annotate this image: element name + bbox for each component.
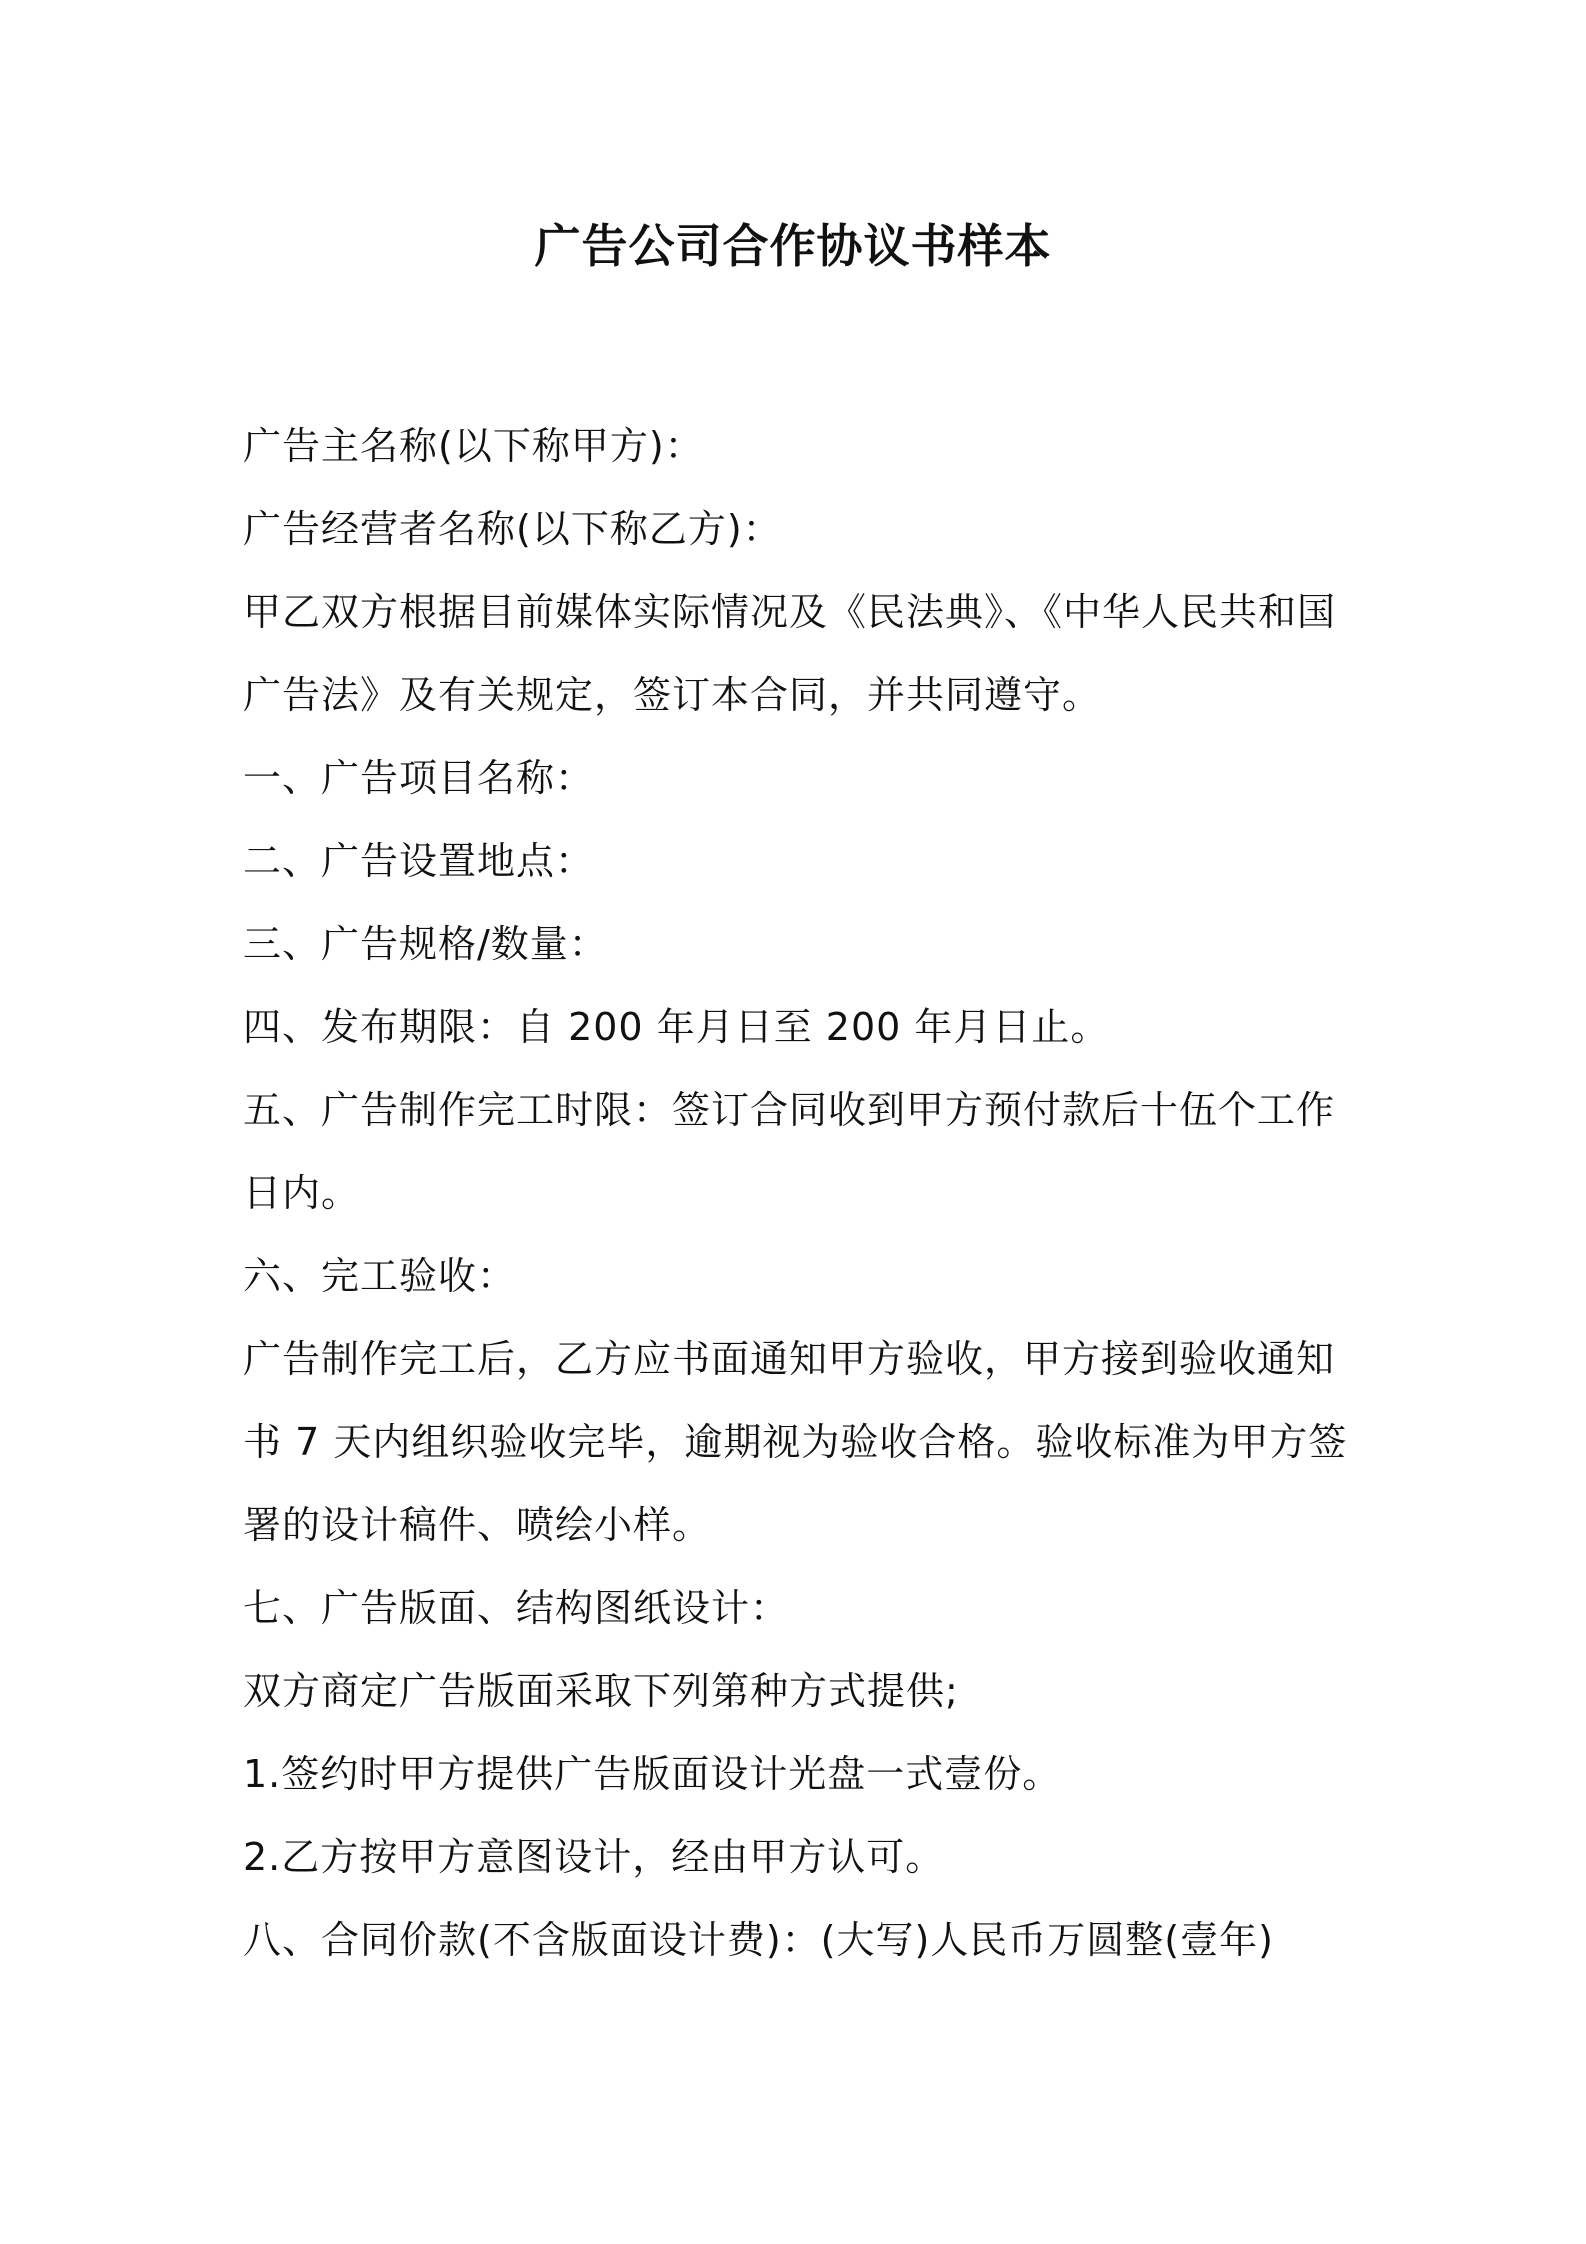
clause-8-price: 八、合同价款(不含版面设计费)：(大写)人民币万圆整(壹年) xyxy=(243,1918,1274,1962)
preamble-line-1: 甲乙双方根据目前媒体实际情况及《民法典》、《中华人民共和国 xyxy=(243,590,1337,634)
clause-1-project-name: 一、广告项目名称： xyxy=(243,756,595,800)
clause-6-text-line-1: 广告制作完工后，乙方应书面通知甲方验收，甲方接到验收通知 xyxy=(243,1337,1336,1381)
clause-2-location: 二、广告设置地点： xyxy=(243,839,595,883)
clause-7-design: 七、广告版面、结构图纸设计： xyxy=(243,1586,790,1630)
preamble-line-2: 广告法》及有关规定，签订本合同，并共同遵守。 xyxy=(243,673,1102,717)
clause-3-spec: 三、广告规格/数量： xyxy=(243,922,608,966)
document-title: 广告公司合作协议书样本 xyxy=(534,219,1052,273)
clause-5-deadline-line-1: 五、广告制作完工时限：签订合同收到甲方预付款后十伍个工作 xyxy=(243,1088,1336,1132)
clause-5-deadline-line-2: 日内。 xyxy=(243,1171,361,1215)
clause-7-option-2: 2.乙方按甲方意图设计，经由甲方认可。 xyxy=(243,1835,945,1879)
document-body xyxy=(243,405,1363,1982)
clause-6-acceptance: 六、完工验收： xyxy=(243,1254,517,1298)
clause-7-option-1: 1.签约时甲方提供广告版面设计光盘一式壹份。 xyxy=(243,1752,1062,1796)
clause-6-text-line-2: 书 7 天内组织验收完毕，逾期视为验收合格。验收标准为甲方签 xyxy=(243,1420,1348,1464)
clause-6-text-line-3: 署的设计稿件、喷绘小样。 xyxy=(243,1503,712,1547)
party-b-line: 广告经营者名称(以下称乙方)： xyxy=(243,507,782,551)
clause-4-period: 四、发布期限：自 200 年月日至 200 年月日止。 xyxy=(243,1005,1110,1049)
party-a-line: 广告主名称(以下称甲方)： xyxy=(243,424,704,468)
clause-7-text: 双方商定广告版面采取下列第种方式提供; xyxy=(243,1669,959,1713)
